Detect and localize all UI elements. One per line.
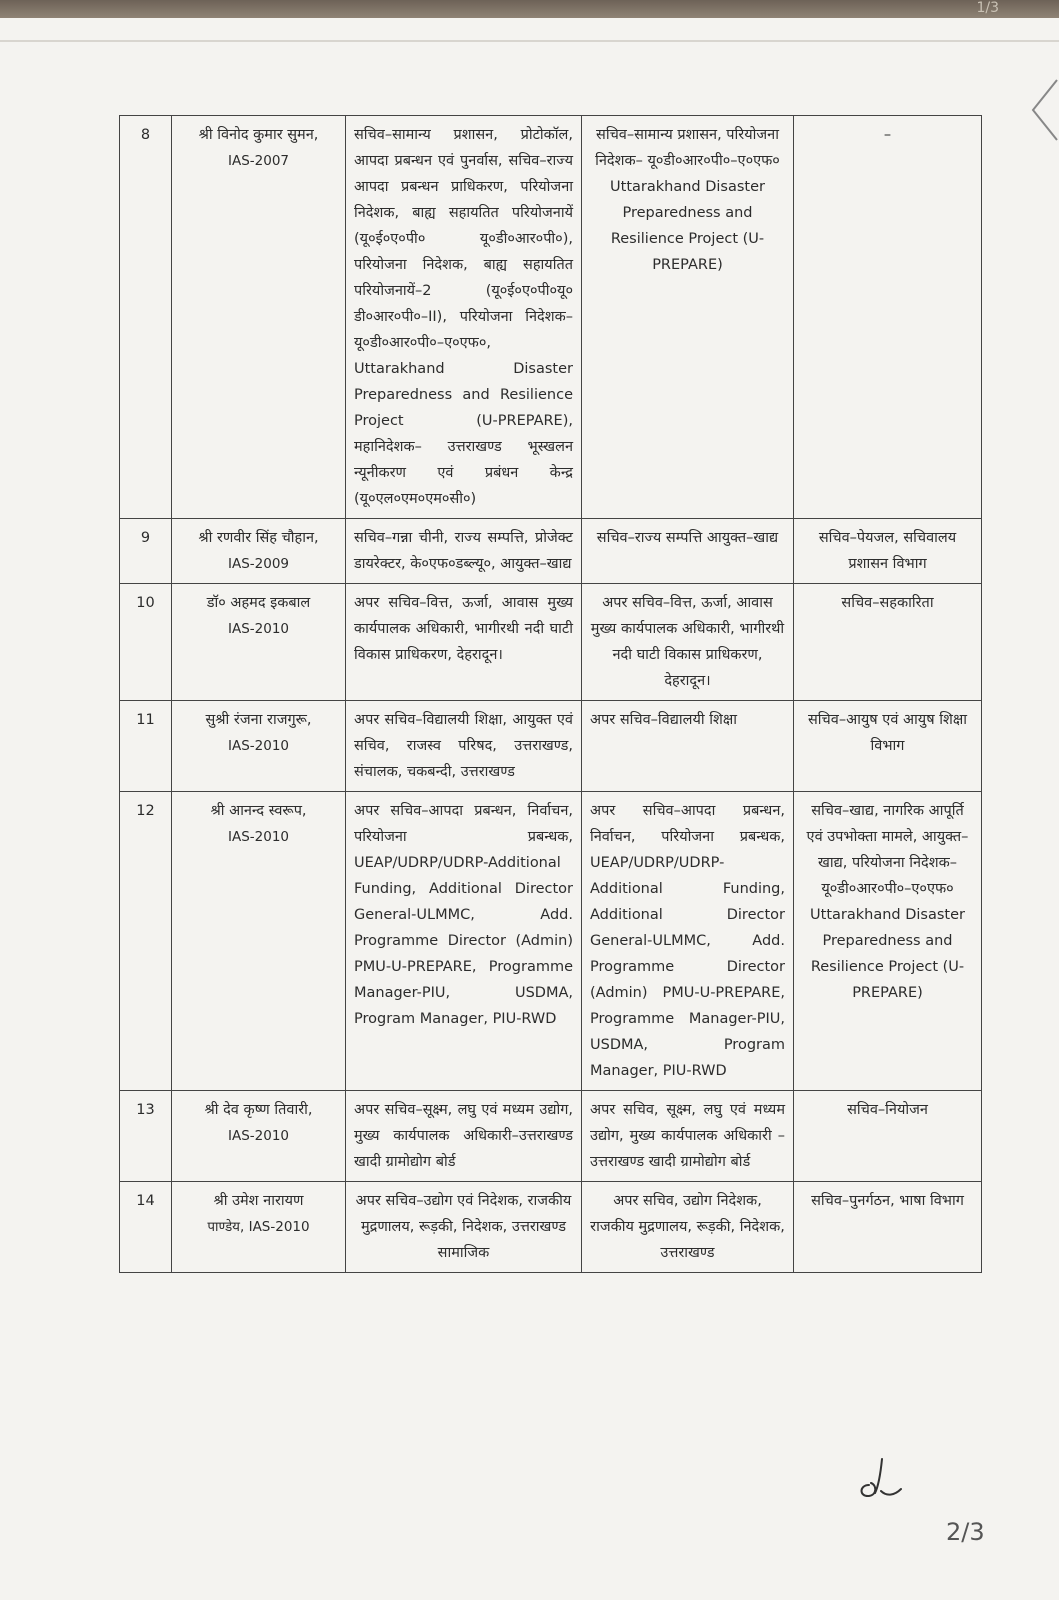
officer-batch: पाण्डेय, IAS-2010 bbox=[207, 1219, 310, 1235]
posting-table bbox=[119, 115, 982, 1273]
officer-batch: IAS-2007 bbox=[227, 153, 289, 169]
table-row bbox=[120, 1091, 982, 1182]
officer-name: श्री उमेश नारायण bbox=[213, 1193, 304, 1209]
new-posting: – bbox=[794, 116, 982, 519]
new-posting: सचिव–आयुष एवं आयुष शिक्षा विभाग bbox=[794, 701, 982, 792]
table-row bbox=[120, 792, 982, 1091]
serial-number: 14 bbox=[120, 1182, 172, 1273]
officer-name-cell bbox=[172, 701, 346, 792]
page-top-rule bbox=[0, 40, 1059, 42]
officer-name: सुश्री रंजना राजगुरू, bbox=[205, 712, 312, 728]
table-row bbox=[120, 519, 982, 584]
new-posting: सचिव–पेयजल, सचिवालय प्रशासन विभाग bbox=[794, 519, 982, 584]
officer-name-cell bbox=[172, 792, 346, 1091]
officer-batch: IAS-2009 bbox=[227, 556, 289, 572]
new-posting: सचिव–खाद्य, नागरिक आपूर्ति एवं उपभोक्ता मामले, आयुक्त–खाद्य, परियोजना निदेशक– यू०डी०आर०पी०–ए०एफ० Uttarakhand Disaster Preparedness and Resilience Project (U-PREPARE) bbox=[794, 792, 982, 1091]
serial-number: 9 bbox=[120, 519, 172, 584]
officer-name: श्री देव कृष्ण तिवारी, bbox=[204, 1102, 313, 1118]
officer-name: श्री रणवीर सिंह चौहान, bbox=[198, 530, 319, 546]
new-posting: सचिव–सहकारिता bbox=[794, 584, 982, 701]
officer-name-cell bbox=[172, 116, 346, 519]
serial-number: 12 bbox=[120, 792, 172, 1091]
current-posting: अपर सचिव–वित्त, ऊर्जा, आवास मुख्य कार्यपालक अधिकारी, भागीरथी नदी घाटी विकास प्राधिकरण, देहरादून। bbox=[346, 584, 582, 701]
retained-posting: अपर सचिव, सूक्ष्म, लघु एवं मध्यम उद्योग, मुख्य कार्यपालक अधिकारी –उत्तराखण्ड खादी ग्रामोद्योग बोर्ड bbox=[582, 1091, 794, 1182]
serial-number: 11 bbox=[120, 701, 172, 792]
table-row bbox=[120, 1182, 982, 1273]
officer-name: श्री आनन्द स्वरूप, bbox=[210, 803, 307, 819]
officer-batch: IAS-2010 bbox=[227, 738, 289, 754]
officer-name: डॉ० अहमद इकबाल bbox=[206, 595, 311, 611]
retained-posting: अपर सचिव–आपदा प्रबन्धन, निर्वाचन, परियोजना प्रबन्धक, UEAP/UDRP/UDRP-Additional Funding, Additional Director General-ULMMC, Add. Programme Director (Admin) PMU-U-PREPARE, Programme Manager-PIU, USDMA, Program Manager, PIU-RWD bbox=[582, 792, 794, 1091]
retained-posting: अपर सचिव–वित्त, ऊर्जा, आवास मुख्य कार्यपालक अधिकारी, भागीरथी नदी घाटी विकास प्राधिकरण, देहरादून। bbox=[582, 584, 794, 701]
officer-name-cell bbox=[172, 1182, 346, 1273]
current-posting: अपर सचिव–सूक्ष्म, लघु एवं मध्यम उद्योग, मुख्य कार्यपालक अधिकारी–उत्तराखण्ड खादी ग्रामोद्योग बोर्ड bbox=[346, 1091, 582, 1182]
officer-batch: IAS-2010 bbox=[227, 1128, 289, 1144]
officer-batch: IAS-2010 bbox=[227, 829, 289, 845]
officer-name-cell bbox=[172, 1091, 346, 1182]
current-posting: अपर सचिव–उद्योग एवं निदेशक, राजकीय मुद्रणालय, रूड़की, निदेशक, उत्तराखण्ड सामाजिक bbox=[346, 1182, 582, 1273]
new-posting: सचिव–पुनर्गठन, भाषा विभाग bbox=[794, 1182, 982, 1273]
top-strip-number: 1/3 bbox=[976, 0, 999, 16]
table-row bbox=[120, 116, 982, 519]
serial-number: 8 bbox=[120, 116, 172, 519]
retained-posting: सचिव–राज्य सम्पत्ति आयुक्त–खाद्य bbox=[582, 519, 794, 584]
current-posting: सचिव–सामान्य प्रशासन, प्रोटोकॉल, आपदा प्रबन्धन एवं पुनर्वास, सचिव–राज्य आपदा प्रबन्धन प्राधिकरण, परियोजना निदेशक, बाह्य सहायतित परियोजनायें (यू०ई०ए०पी० यू०डी०आर०पी०), परियोजना निदेशक, बाह्य सहायतित परियोजनायें–2 (यू०ई०ए०पी०यू० डी०आर०पी०–II), परियोजना निदेशक– यू०डी०आर०पी०–ए०एफ०, Uttarakhand Disaster Preparedness and Resilience Project (U-PREPARE), महानिदेशक– उत्तराखण्ड भूस्खलन न्यूनीकरण एवं प्रबंधन केन्द्र (यू०एल०एम०एम०सी०) bbox=[346, 116, 582, 519]
current-posting: अपर सचिव–विद्यालयी शिक्षा, आयुक्त एवं सचिव, राजस्व परिषद, उत्तराखण्ड, संचालक, चकबन्दी, उत्तराखण्ड bbox=[346, 701, 582, 792]
current-posting: अपर सचिव–आपदा प्रबन्धन, निर्वाचन, परियोजना प्रबन्धक, UEAP/UDRP/UDRP-Additional Funding, Additional Director General-ULMMC, Add. Programme Director (Admin) PMU-U-PREPARE, Programme Manager-PIU, USDMA, Program Manager, PIU-RWD bbox=[346, 792, 582, 1091]
table-row bbox=[120, 701, 982, 792]
serial-number: 10 bbox=[120, 584, 172, 701]
retained-posting: अपर सचिव, उद्योग निदेशक, राजकीय मुद्रणालय, रूड़की, निदेशक, उत्तराखण्ड bbox=[582, 1182, 794, 1273]
current-posting: सचिव–गन्ना चीनी, राज्य सम्पत्ति, प्रोजेक्ट डायरेक्टर, के०एफ०डब्ल्यू०, आयुक्त–खाद्य bbox=[346, 519, 582, 584]
page-number: 2/3 bbox=[946, 1518, 985, 1546]
retained-posting: अपर सचिव–विद्यालयी शिक्षा bbox=[582, 701, 794, 792]
serial-number: 13 bbox=[120, 1091, 172, 1182]
officer-batch: IAS-2010 bbox=[227, 621, 289, 637]
page-edge-chevron-icon bbox=[1025, 76, 1059, 146]
officer-name-cell bbox=[172, 584, 346, 701]
top-photo-strip bbox=[0, 0, 1059, 18]
officer-name-cell bbox=[172, 519, 346, 584]
signature-initial bbox=[855, 1455, 905, 1500]
new-posting: सचिव–नियोजन bbox=[794, 1091, 982, 1182]
retained-posting: सचिव–सामान्य प्रशासन, परियोजना निदेशक– यू०डी०आर०पी०–ए०एफ० Uttarakhand Disaster Preparedness and Resilience Project (U-PREPARE) bbox=[582, 116, 794, 519]
officer-name: श्री विनोद कुमार सुमन, bbox=[198, 127, 319, 143]
table-row bbox=[120, 584, 982, 701]
